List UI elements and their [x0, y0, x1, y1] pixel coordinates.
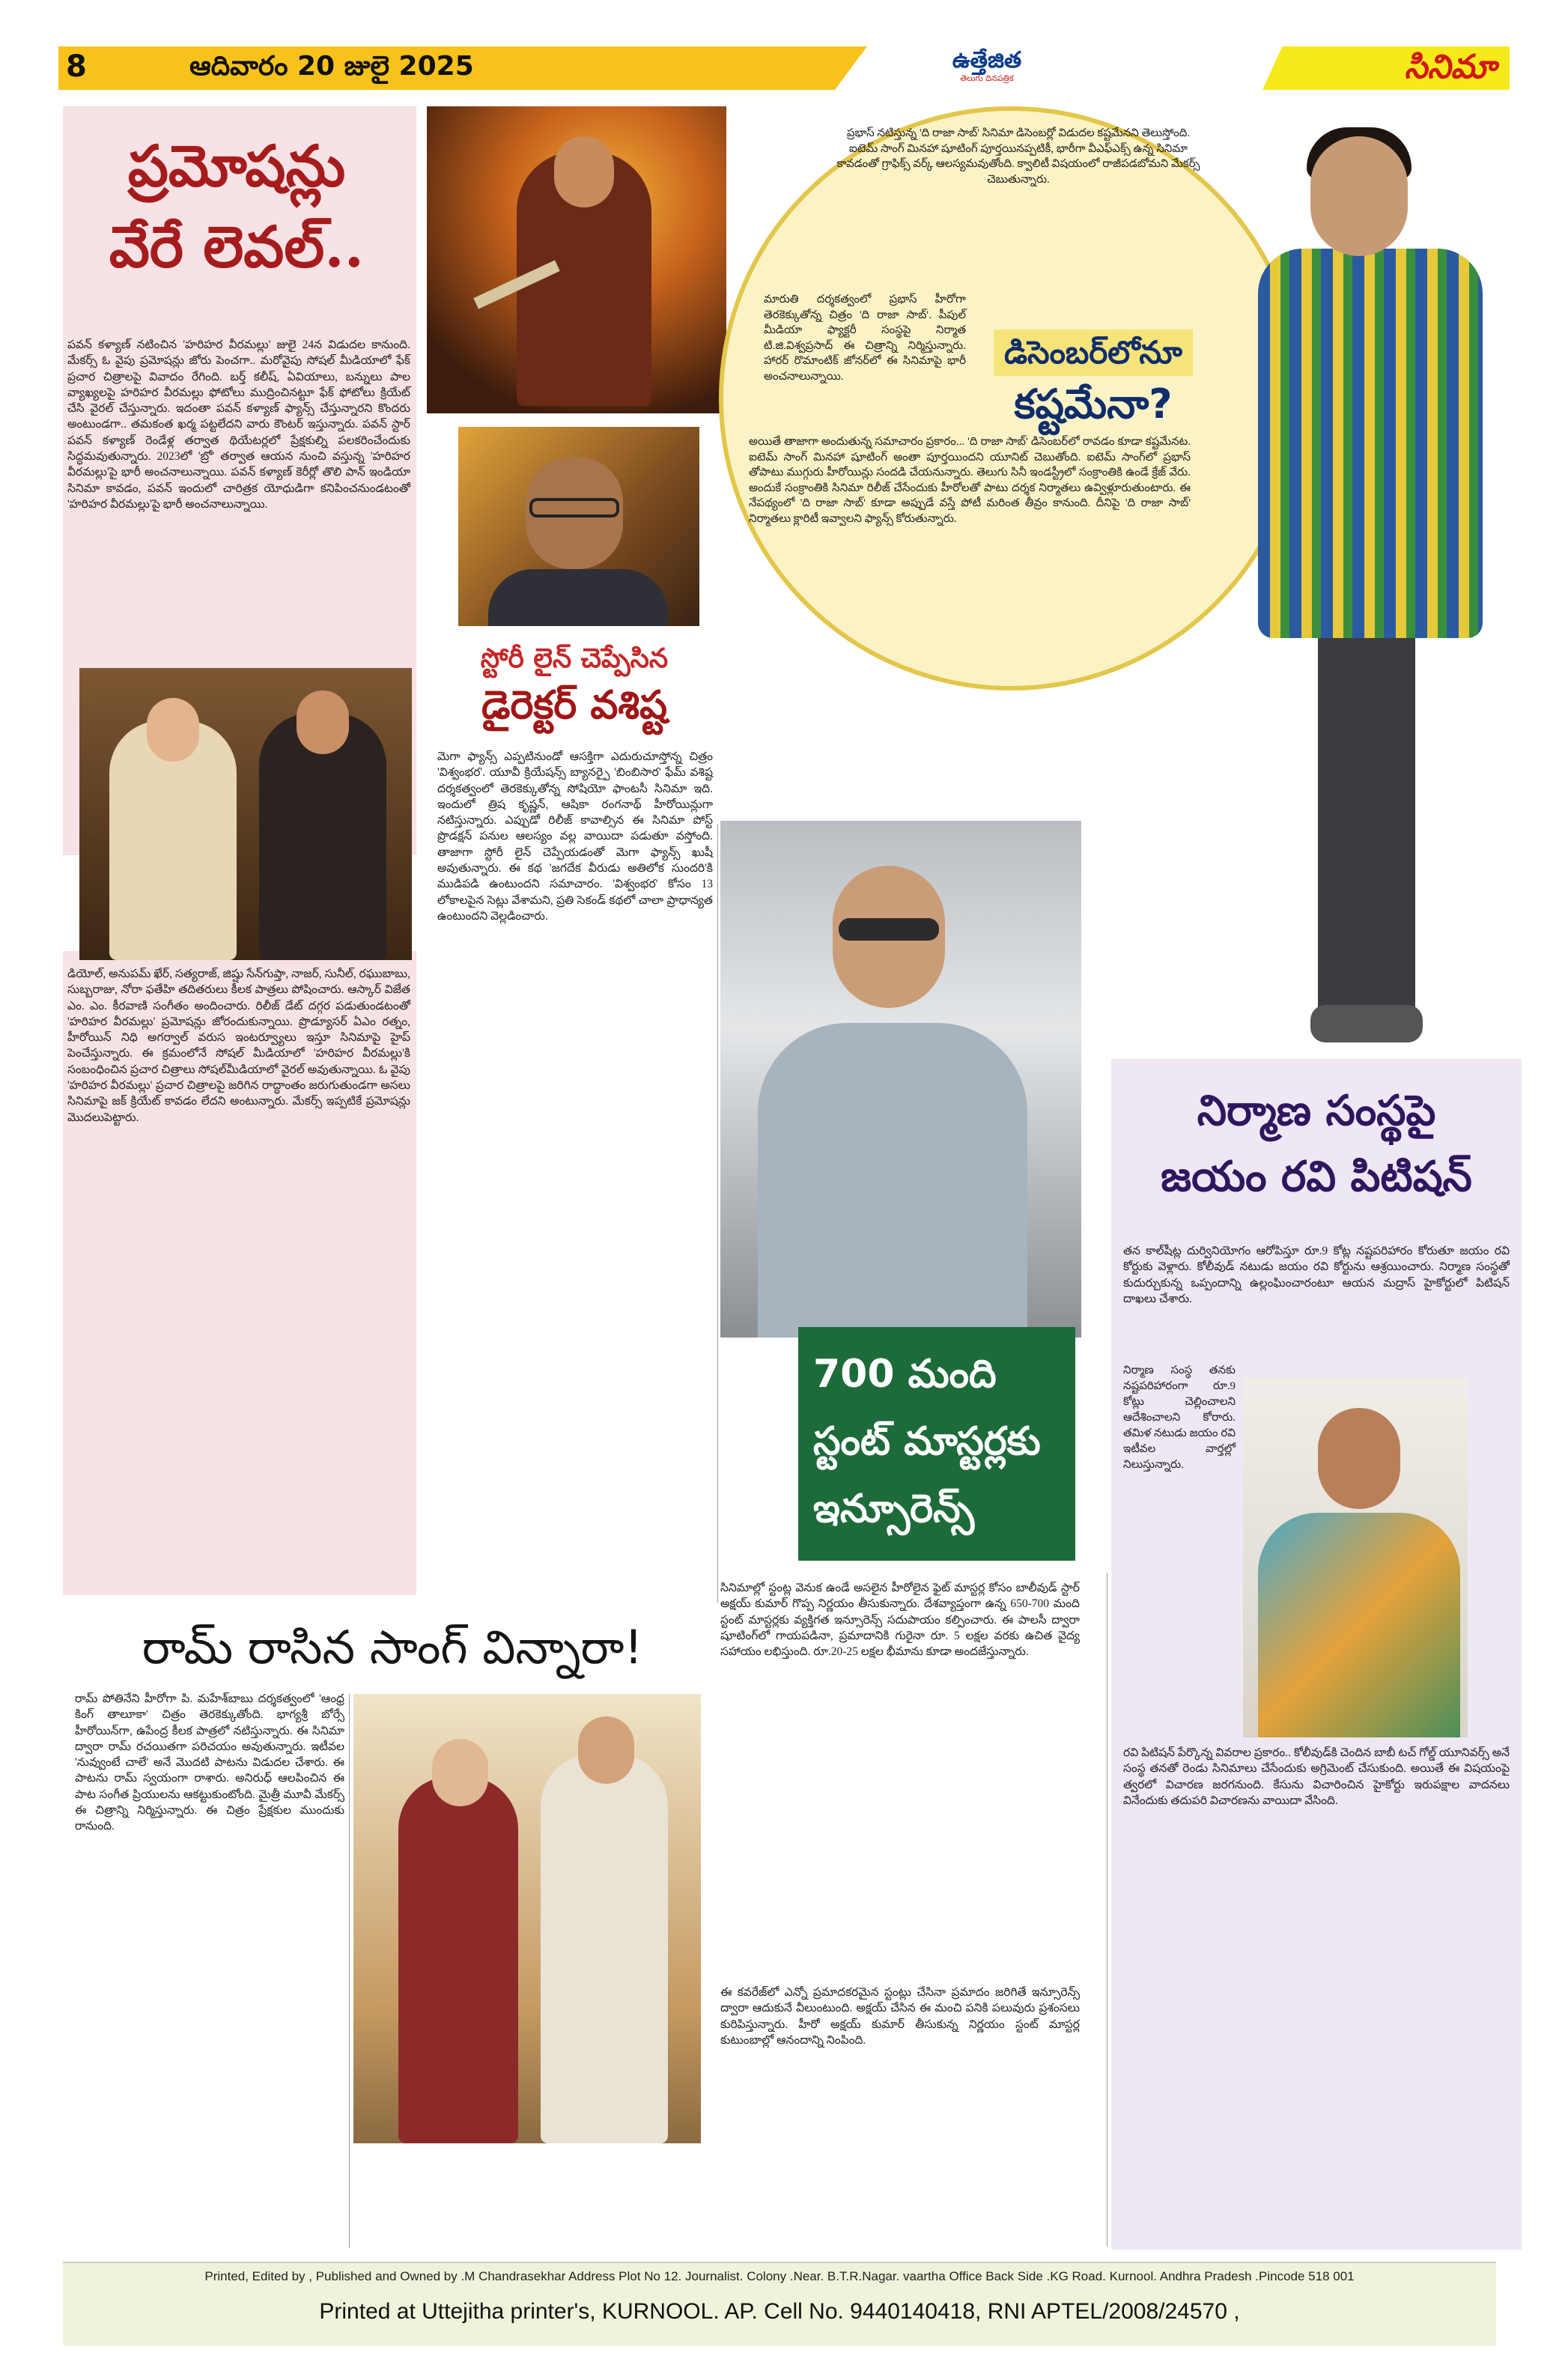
director-headline-line1: స్టోరీ లైన్ చెప్పేసిన [480, 643, 669, 674]
ram-song-body: రామ్ పోతినేని హీరోగా పి. మహేశ్‌బాబు దర్శకత్వంలో 'ఆంధ్ర కింగ్ తాలూకా' చిత్రం తెరకెక్కుతోంది. భాగ్యశ్రీ బోర్సే హీరోయిన్‌గా, ఉపేంద్ర కీలక పాత్రలో నటిస్తున్నారు. ఈ సినిమా ద్వారా రామ్ రచయితగా పరిచయం అవుతున్నారు. ఇటీవల 'నువ్వుంటే చాలే' అనే మొదటి పాటను విడుదల చేశారు. ఈ పాటను రామ్ స్వయంగా రాశారు. అనిరుధ్ ఆలపించిన ఈ పాట సంగీత ప్రియులను ఆకట్టుకుంటోంది. మైత్రీ మూవీ మేకర్స్ ఈ చిత్రాన్ని నిర్మిస్తున్నారు. ఈ చిత్రం ప్రేక్షకుల ముందుకు రానుంది. [75, 1692, 344, 1833]
newspaper-logo [897, 48, 1077, 88]
section-title: సినిమా [1404, 48, 1496, 86]
promo-body-upper: పవన్ కళ్యాణ్ నటించిన 'హరిహర వీరమల్లు' జులై 24న విడుదల కానుంది. మేకర్స్ ఓ వైపు ప్రమోషన్లు జోరు పెంచగా.. మరోవైపు సోషల్ మీడియాలో ఫేక్ ప్రచార చిత్రాలపై వివాదం రేగింది. బర్త్ కలీష్, ఏవియాలు, బన్నులు పాల వ్యాఖ్యలపై హరిహర వీరమల్లు ఫోటోలు ముద్రించినట్టూ ఫేక్ ఫోటోలు క్రియేట్ చేసి వైరల్ చేస్తున్నారు. ఇదంతా పవన్ కళ్యాణ్ ఫ్యాన్స్ చేస్తున్నారని కొందరు అంటుండగా.. తమకంత ఖర్మ పట్టలేదని వారు కౌంటర్ ఇస్తున్నారు. పవన్ స్టార్ పవన్ కళ్యాణ్ రెండేళ్ల తర్వాత థియేటర్లలో ప్రేక్షకుల్ని పలకరించేందుకు సిద్ధమవుతున్నారు. 2023లో 'బ్రో' తర్వాత ఆయన నుంచి వస్తున్న 'హరిహర వీరమల్లు'పై భారీ అంచనాలున్నాయి. పవన్ కళ్యాణ్ కెరీర్లో తొలి పాన్ ఇండియా సినిమా కావడం, పవన్ ఇందులో చారిత్రక యోధుడిగా కనిపించనుండటంతో 'హరిహర వీరమల్లు'పై భారీ అంచనాలున్నాయి. [67, 338, 410, 511]
andhra-king-taluka-photo [353, 1694, 701, 2143]
director-vashista-photo [458, 427, 699, 626]
promo-headline [72, 126, 401, 288]
stunt-headline-line2: స్టంట్ మాస్టర్లకు [813, 1419, 1041, 1464]
pawan-kalyan-photo [79, 668, 412, 960]
stunt-body-upper: సినిమాల్లో స్టంట్ల వెనుక ఉండే అసలైన హీరోలైన ఫైట్ మాస్టర్ల కోసం బాలీవుడ్ స్టార్ అక్షయ్ కుమార్ గొప్ప నిర్ణయం తీసుకున్నారు. దేశవ్యాప్తంగా ఉన్న 650-700 మంది స్టంట్ మాస్టర్లకు వ్యక్తిగత ఇన్సూరెన్స్ సదుపాయం కల్పించారు. ఈ పాలసీ ద్వారా షూటింగ్‌లో గాయపడినా, ప్రమాదానికి గురైనా రూ. 5 లక్షల వరకు ఉచిత వైద్య సహాయం లభిస్తుంది. రూ.20-25 లక్షల భీమాను కూడా అందజేస్తున్నారు. [720, 1582, 1080, 1659]
jayam-ravi-body-top: తన కాల్‌షీట్ల దుర్వినియోగం ఆరోపిస్తూ రూ.9 కోట్ల నష్టపరిహారం కోరుతూ జయం రవి కోర్టుకు వెళ్లారు. కోలీవుడ్ నటుడు జయం రవి కోర్టును ఆశ్రయించారు. నిర్మాణ సంస్థతో కుదుర్చుకున్న ఒప్పందాన్ని ఉల్లంఘించారంటూ ఆయన మద్రాస్ హైకోర్టులో పిటిషన్ దాఖలు చేశారు. [1123, 1245, 1510, 1305]
imprint-line-1: Printed, Edited by , Published and Owned by .M Chandrasekhar Address Plot No 12. Journalist. Colony .Near. B.T.R.Nagar. vaartha Office Back Side .KG Road. Kurnool. Andhra Pradesh .Pincode 518 001 [204, 2269, 1355, 2283]
december-headline [966, 330, 1221, 433]
logo-sub-text: తెలుగు దినపత్రిక [960, 73, 1014, 83]
vishwambhara-still-photo [427, 106, 726, 413]
december-headline-line2: కష్టమేనా? [1014, 380, 1173, 428]
page-header [58, 46, 1510, 90]
jayam-ravi-headline-line2: జయం రవి పిటిషన్ [1161, 1153, 1472, 1201]
jayam-ravi-photo [1243, 1378, 1468, 1737]
jayam-ravi-body-bottom: రవి పిటిషన్ పేర్కొన్న వివరాల ప్రకారం.. కోలీవుడ్‌కి చెందిన బాబీ టచ్ గోల్డ్ యూనివర్స్ అనే సంస్థ తనతో రెండు సినిమాలు చేసేందుకు అగ్రిమెంట్ చేసుకుంది. అయితే ఈ విషయంపై త్వరలో విచారణ జరగనుంది. కేసును విచారించిన హైకోర్టు ఇరుపక్షాల వాదనలు వినేందుకు తదుపరి విచారణను వాయిదా వేసింది. [1123, 1746, 1510, 1807]
december-headline-line1: డిసెంబర్‌లోనూ [994, 330, 1193, 376]
stunt-body-lower: ఈ కవరేజ్‌లో ఎన్నో ప్రమాదకరమైన స్టంట్లు చేసినా ప్రమాదం జరిగితే ఇన్సూరెన్స్ ద్వారా ఆదుకునే వీలుంటుంది. అక్షయ్ చేసిన ఈ మంచి పనికి పలువురు ప్రశంసలు కురిపిస్తున్నారు. హీరో అక్షయ్ కుమార్ తీసుకున్న నిర్ణయం స్టంట్ మాస్టర్ల కుటుంబాల్లో ఆనందాన్ని నింపింది. [720, 1986, 1080, 2047]
akshay-kumar-photo [720, 821, 1081, 1338]
stunt-headline-line1: 700 మంది [813, 1352, 997, 1397]
december-body-left: మారుతి దర్శకత్వంలో ప్రభాస్ హీరోగా తెరకెక్కుతోన్న చిత్రం 'ది రాజా సాబ్'. పీపుల్ మీడియా ఫ్యాక్టరీ సంస్థపై నిర్మాత టి.జి.విశ్వప్రసాద్ ఈ చిత్రాన్ని నిర్మిస్తున్నారు. హారర్ రొమాంటిక్ జోనర్‌లో ఈ సినిమాపై భారీ అంచనాలున్నాయి. [764, 294, 966, 383]
imprint-line-2: Printed at Uttejitha printer's, KURNOOL. AP. Cell No. 9440140418, RNI APTEL/2008/24570 , [319, 2299, 1240, 2324]
stunt-headline-box [798, 1327, 1075, 1561]
december-body-bottom: అయితే తాజాగా అందుతున్న సమాచారం ప్రకారం... 'ది రాజా సాబ్' డిసెంబర్‌లో రావడం కూడా కష్టమేనట. ఐటెమ్ సాంగ్ మినహా షూటింగ్ అంతా పూర్తయిందని యూనిట్ చెబుతోంది. ఐటెమ్ సాంగ్‌లో ప్రభాస్ తోపాటు ముగ్గురు హీరోయిన్లు సందడి చేయనున్నారు. తెలుగు సినీ ఇండస్ట్రీలో సంక్రాంతికి ఉండే క్రేజ్ వేరు. అందుకే సంక్రాంతికి సినిమా రిలీజ్ చేసేందుకు హీరోలతో పాటు దర్శక నిర్మాతలు ఉవ్విళ్లూరుతుంటారు. ఈ నేపథ్యంలో 'ది రాజా సాబ్' కూడా అప్పుడే వస్తే పోటీ మరింత తీవ్రం కానుంది. దీనిపై 'ది రాజా సాబ్' నిర్మాతలు క్లారిటీ ఇవ్వాలని ఫ్యాన్స్ కోరుతున్నారు. [749, 436, 1191, 525]
december-body-top: ప్రభాస్ నటిస్తున్న 'ది రాజా సాబ్' సినిమా డిసెంబర్లో విడుదల కష్టమేనని తెలుస్తోంది. ఐటెమ్ సాంగ్ మినహా షూటింగ్ పూర్తయినప్పటికీ, భారీగా వీఎఫ్‌ఎక్స్ ఉన్న సినిమా కావడంతో గ్రాఫిక్స్ వర్క్ ఆలస్యమవుతోంది. క్వాలిటీ విషయంలో రాజీపడబోమని మేకర్స్ చెబుతున్నారు. [836, 127, 1200, 186]
promo-headline-line2: వేరే లెవల్.. [109, 213, 365, 280]
director-headline [428, 643, 720, 735]
logo-main-text: ఉత్తేజిత [952, 47, 1022, 73]
imprint-footer [63, 2262, 1496, 2346]
director-headline-line2: డైరెక్టర్ వశిష్ట [481, 683, 668, 728]
issue-date: ఆదివారం 20 జులై 2025 [189, 51, 474, 82]
promo-headline-line1: ప్రమోషన్లు [127, 133, 346, 199]
column-divider [349, 1694, 350, 2248]
jayam-ravi-headline-line1: నిర్మాణ సంస్థపై [1197, 1087, 1436, 1135]
ram-song-headline: రామ్ రాసిన సాంగ్ విన్నారా! [142, 1620, 643, 1675]
director-body: మెగా ఫ్యాన్స్ ఎప్పటినుండో ఆసక్తిగా ఎదురుచూస్తోన్న చిత్రం 'విశ్వంభర'. యూవీ క్రియేషన్స్ బ్యానర్పై 'బింబిసార' ఫేమ్ వశిష్ట దర్శకత్వంలో తెరకెక్కుతోన్న సోషియో ఫాంటసీ సినిమా ఇది. ఇందులో త్రిష కృష్ణన్, ఆషికా రంగనాథ్ హీరోయిన్లుగా నటిస్తున్నారు. ఎప్పుడో రిలీజ్ కావాల్సిన ఈ సినిమా పోస్ట్ ప్రొడక్షన్ పనుల ఆలస్యం వల్ల వాయిదా పడుతూ వస్తోంది. తాజాగా స్టోరీ లైన్ చెప్పేయడంతో మెగా ఫ్యాన్స్ ఖుషీ అవుతున్నారు. ఈ కథ 'జగదేక వీరుడు అతిలోక సుందరి'కి ముడిపడి ఉంటుందని సమాచారం. 'విశ్వంభర' కోసం 13 లోకాలపైన సెట్లు వేశామని, ప్రతి సెకండ్ కథలో చాలా ప్రాధాన్యత ఉంటుందని వెల్లడించారు. [437, 750, 713, 923]
jayam-ravi-body-side: నిర్మాణ సంస్థ తనకు నష్టపరిహారంగా రూ.9 కోట్లు చెల్లించాలని ఆదేశించాలని కోరారు. తమిళ నటుడు జయం రవి ఇటీవల వార్తల్లో నిలుస్తున్నారు. [1123, 1364, 1236, 1471]
promo-body-lower: డియోల్, అనుపమ్ ఖేర్, సత్యరాజ్, జిష్షు సేన్‌గుప్తా, నాజర్, సునీల్, రఘుబాబు, సుబ్బరాజు, నోరా ఫతేహి తదితరులు కీలక పాత్రలు పోషించారు. ఆస్కార్ విజేత ఎం. ఎం. కీరవాణి సంగీతం అందించారు. రిలీజ్ డేట్ దగ్గర పడుతుండటంతో 'హరిహర వీరమల్లు' ప్రమోషన్లు జోరందుకున్నాయి. ప్రొడ్యూసర్ ఏఎం రత్నం, హీరోయిన్ నిధి అగర్వాల్ వరుస ఇంటర్వ్యూలు ఇస్తూ సినిమాపై హైప్ పెంచేస్తున్నారు. ఈ క్రమంలోనే సోషల్ మీడియాలో 'హరిహర వీరమల్లు'కి సంబంధించిన ప్రచార చిత్రాలు సోషల్‌మీడియాలో వైరల్ అవుతున్నాయి. ఓ వైపు 'హరిహర వీరమల్లు' ప్రచార చిత్రాలపై జరిగిన రాద్ధాంతం జరుగుతుండగా అసలు సినిమాపై జక్ క్రియేట్ కావడం లేదని అంటున్నారు. మేకర్స్ ఇప్పటికే ప్రమోషన్లు మొదలుపెట్టారు. [67, 968, 410, 1124]
jayam-ravi-headline [1116, 1078, 1517, 1210]
page-number: 8 [66, 49, 87, 84]
column-divider [717, 824, 718, 1603]
stunt-headline-line3: ఇన్సూరెన్స్ [813, 1487, 975, 1531]
prabhas-photo [1228, 106, 1543, 1050]
